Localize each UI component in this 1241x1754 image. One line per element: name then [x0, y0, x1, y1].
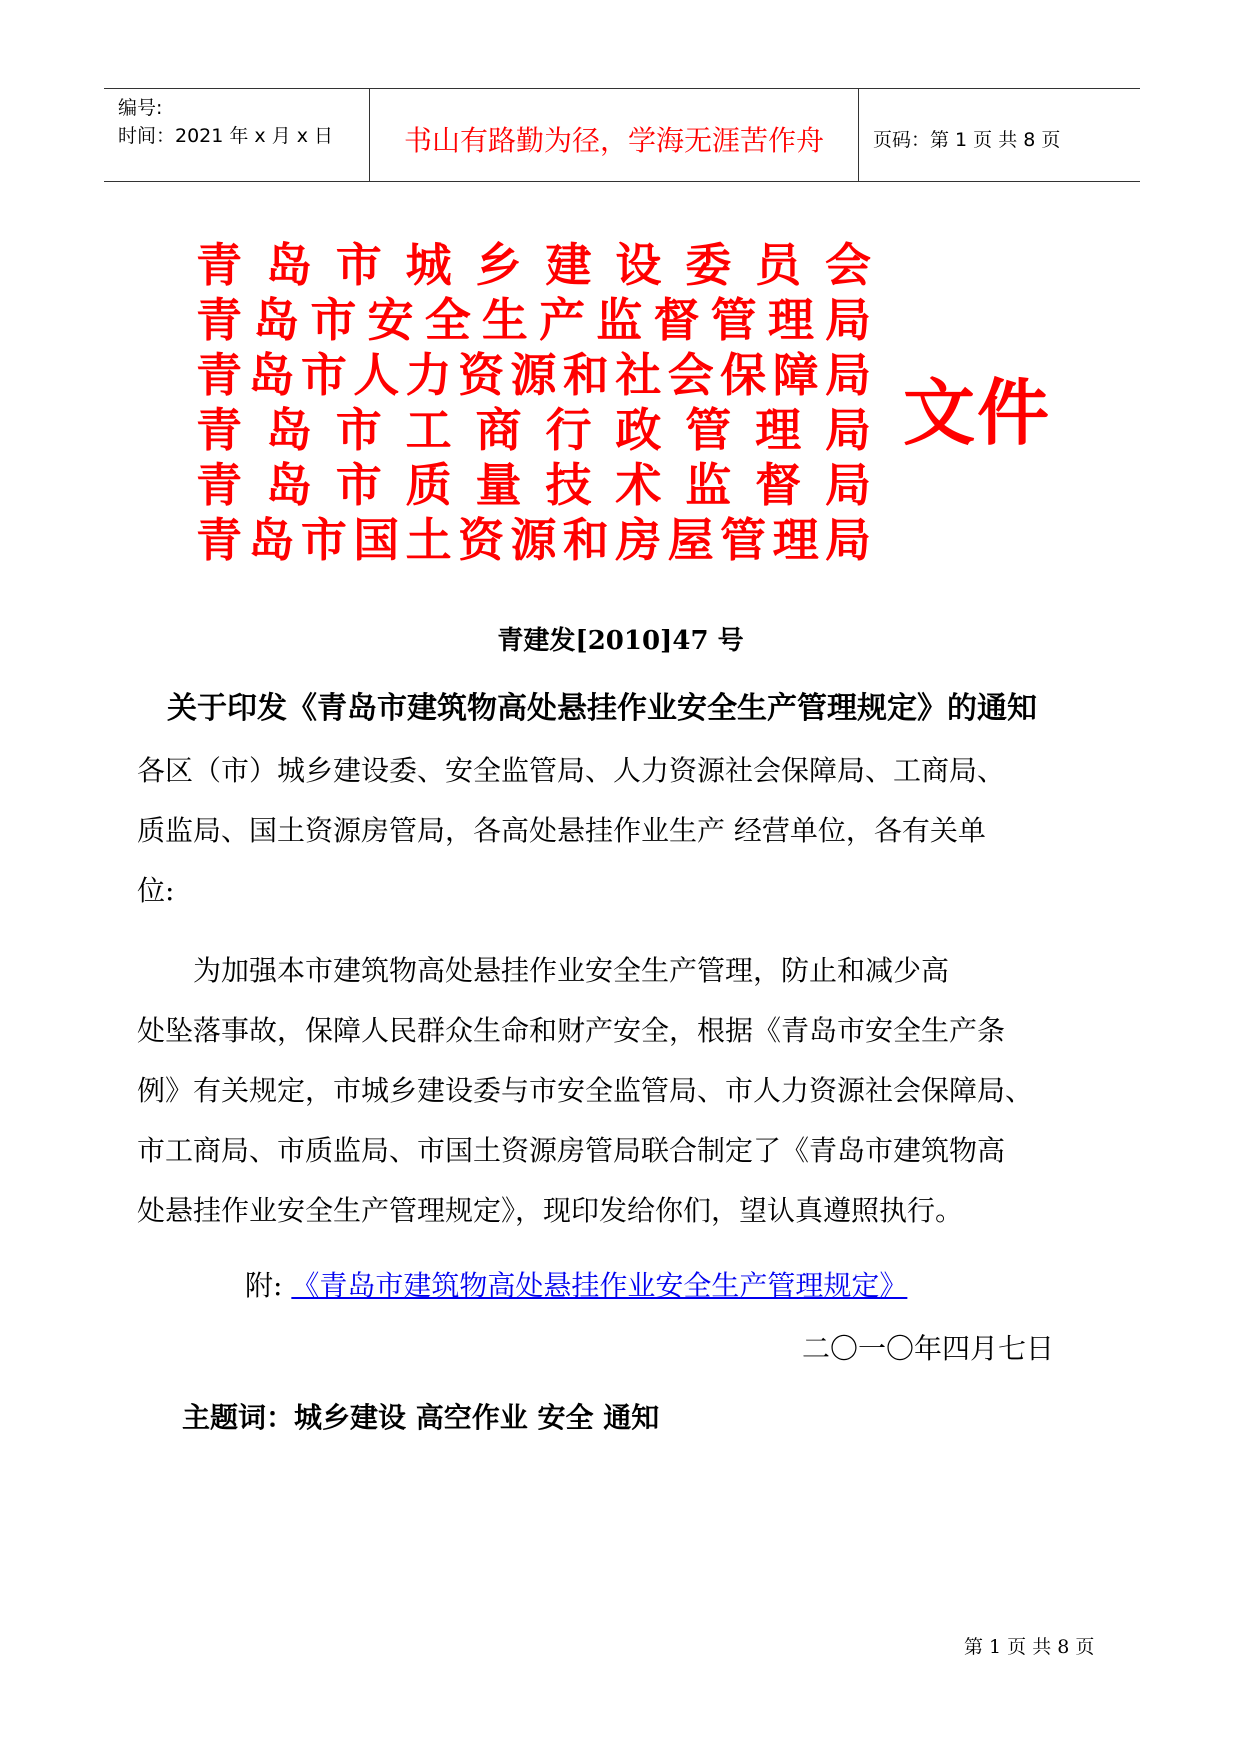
- body-line: 市工商局、市质监局、市国土资源房管局联合制定了《青岛市建筑物高: [137, 1134, 1006, 1167]
- agency-name: 青岛市城乡建设委员会: [196, 238, 871, 292]
- agency-name: 青岛市质量技术监督局: [196, 458, 871, 512]
- letterhead-agencies: [196, 238, 871, 568]
- addressee-line: 质监局、国土资源房管局，各高处悬挂作业生产 经营单位，各有关单: [137, 814, 986, 847]
- issue-date: 二〇一〇年四月七日: [801, 1332, 1054, 1365]
- body-line: 处悬挂作业安全生产管理规定》，现印发给你们，望认真遵照执行。: [137, 1194, 964, 1227]
- letterhead-file-label: 文件: [903, 371, 1052, 455]
- subject-keywords: 主题词：城乡建设 高空作业 安全 通知: [182, 1401, 660, 1434]
- doc-number: 青建发[2010]47 号: [497, 626, 744, 656]
- agency-name: 青岛市工商行政管理局: [196, 403, 871, 457]
- header-page-cell: [859, 89, 1140, 181]
- agency-name: 青岛市国土资源和房屋管理局: [196, 513, 871, 567]
- header-motto-cell: [369, 89, 859, 181]
- header-motto: 书山有路勤为径，学海无涯苦作舟: [403, 124, 824, 157]
- document-number-label: 编号:: [118, 97, 163, 119]
- addressee-line: 位:: [137, 874, 175, 907]
- footer-page-info: 第 1 页 共 8 页: [964, 1636, 1095, 1658]
- header-meta-cell: [104, 89, 369, 181]
- header-page-info: 页码：第 1 页 共 8 页: [873, 129, 1061, 151]
- body-line: 处坠落事故，保障人民群众生命和财产安全，根据《青岛市安全生产条: [137, 1014, 1006, 1047]
- attachment-link[interactable]: 《青岛市建筑物高处悬挂作业安全生产管理规定》: [291, 1269, 908, 1302]
- agency-name: 青岛市人力资源和社会保障局: [196, 348, 871, 402]
- header-bar: [104, 88, 1140, 182]
- attachment-row: [245, 1264, 907, 1304]
- doc-title: 关于印发《青岛市建筑物高处悬挂作业安全生产管理规定》的通知: [167, 691, 1037, 726]
- attachment-label: 附:: [245, 1269, 283, 1302]
- body-line: 为加强本市建筑物高处悬挂作业安全生产管理，防止和减少高: [137, 954, 950, 987]
- body-line: 例》有关规定，市城乡建设委与市安全监管局、市人力资源社会保障局、: [137, 1074, 1034, 1107]
- document-time-label: 时间：2021 年 x 月 x 日: [118, 125, 334, 147]
- agency-name: 青岛市安全生产监督管理局: [196, 293, 871, 347]
- addressee-line: 各区（市）城乡建设委、安全监管局、人力资源社会保障局、工商局、: [137, 754, 1006, 787]
- addressee-block: [137, 741, 1005, 921]
- body-paragraph: [137, 941, 1033, 1241]
